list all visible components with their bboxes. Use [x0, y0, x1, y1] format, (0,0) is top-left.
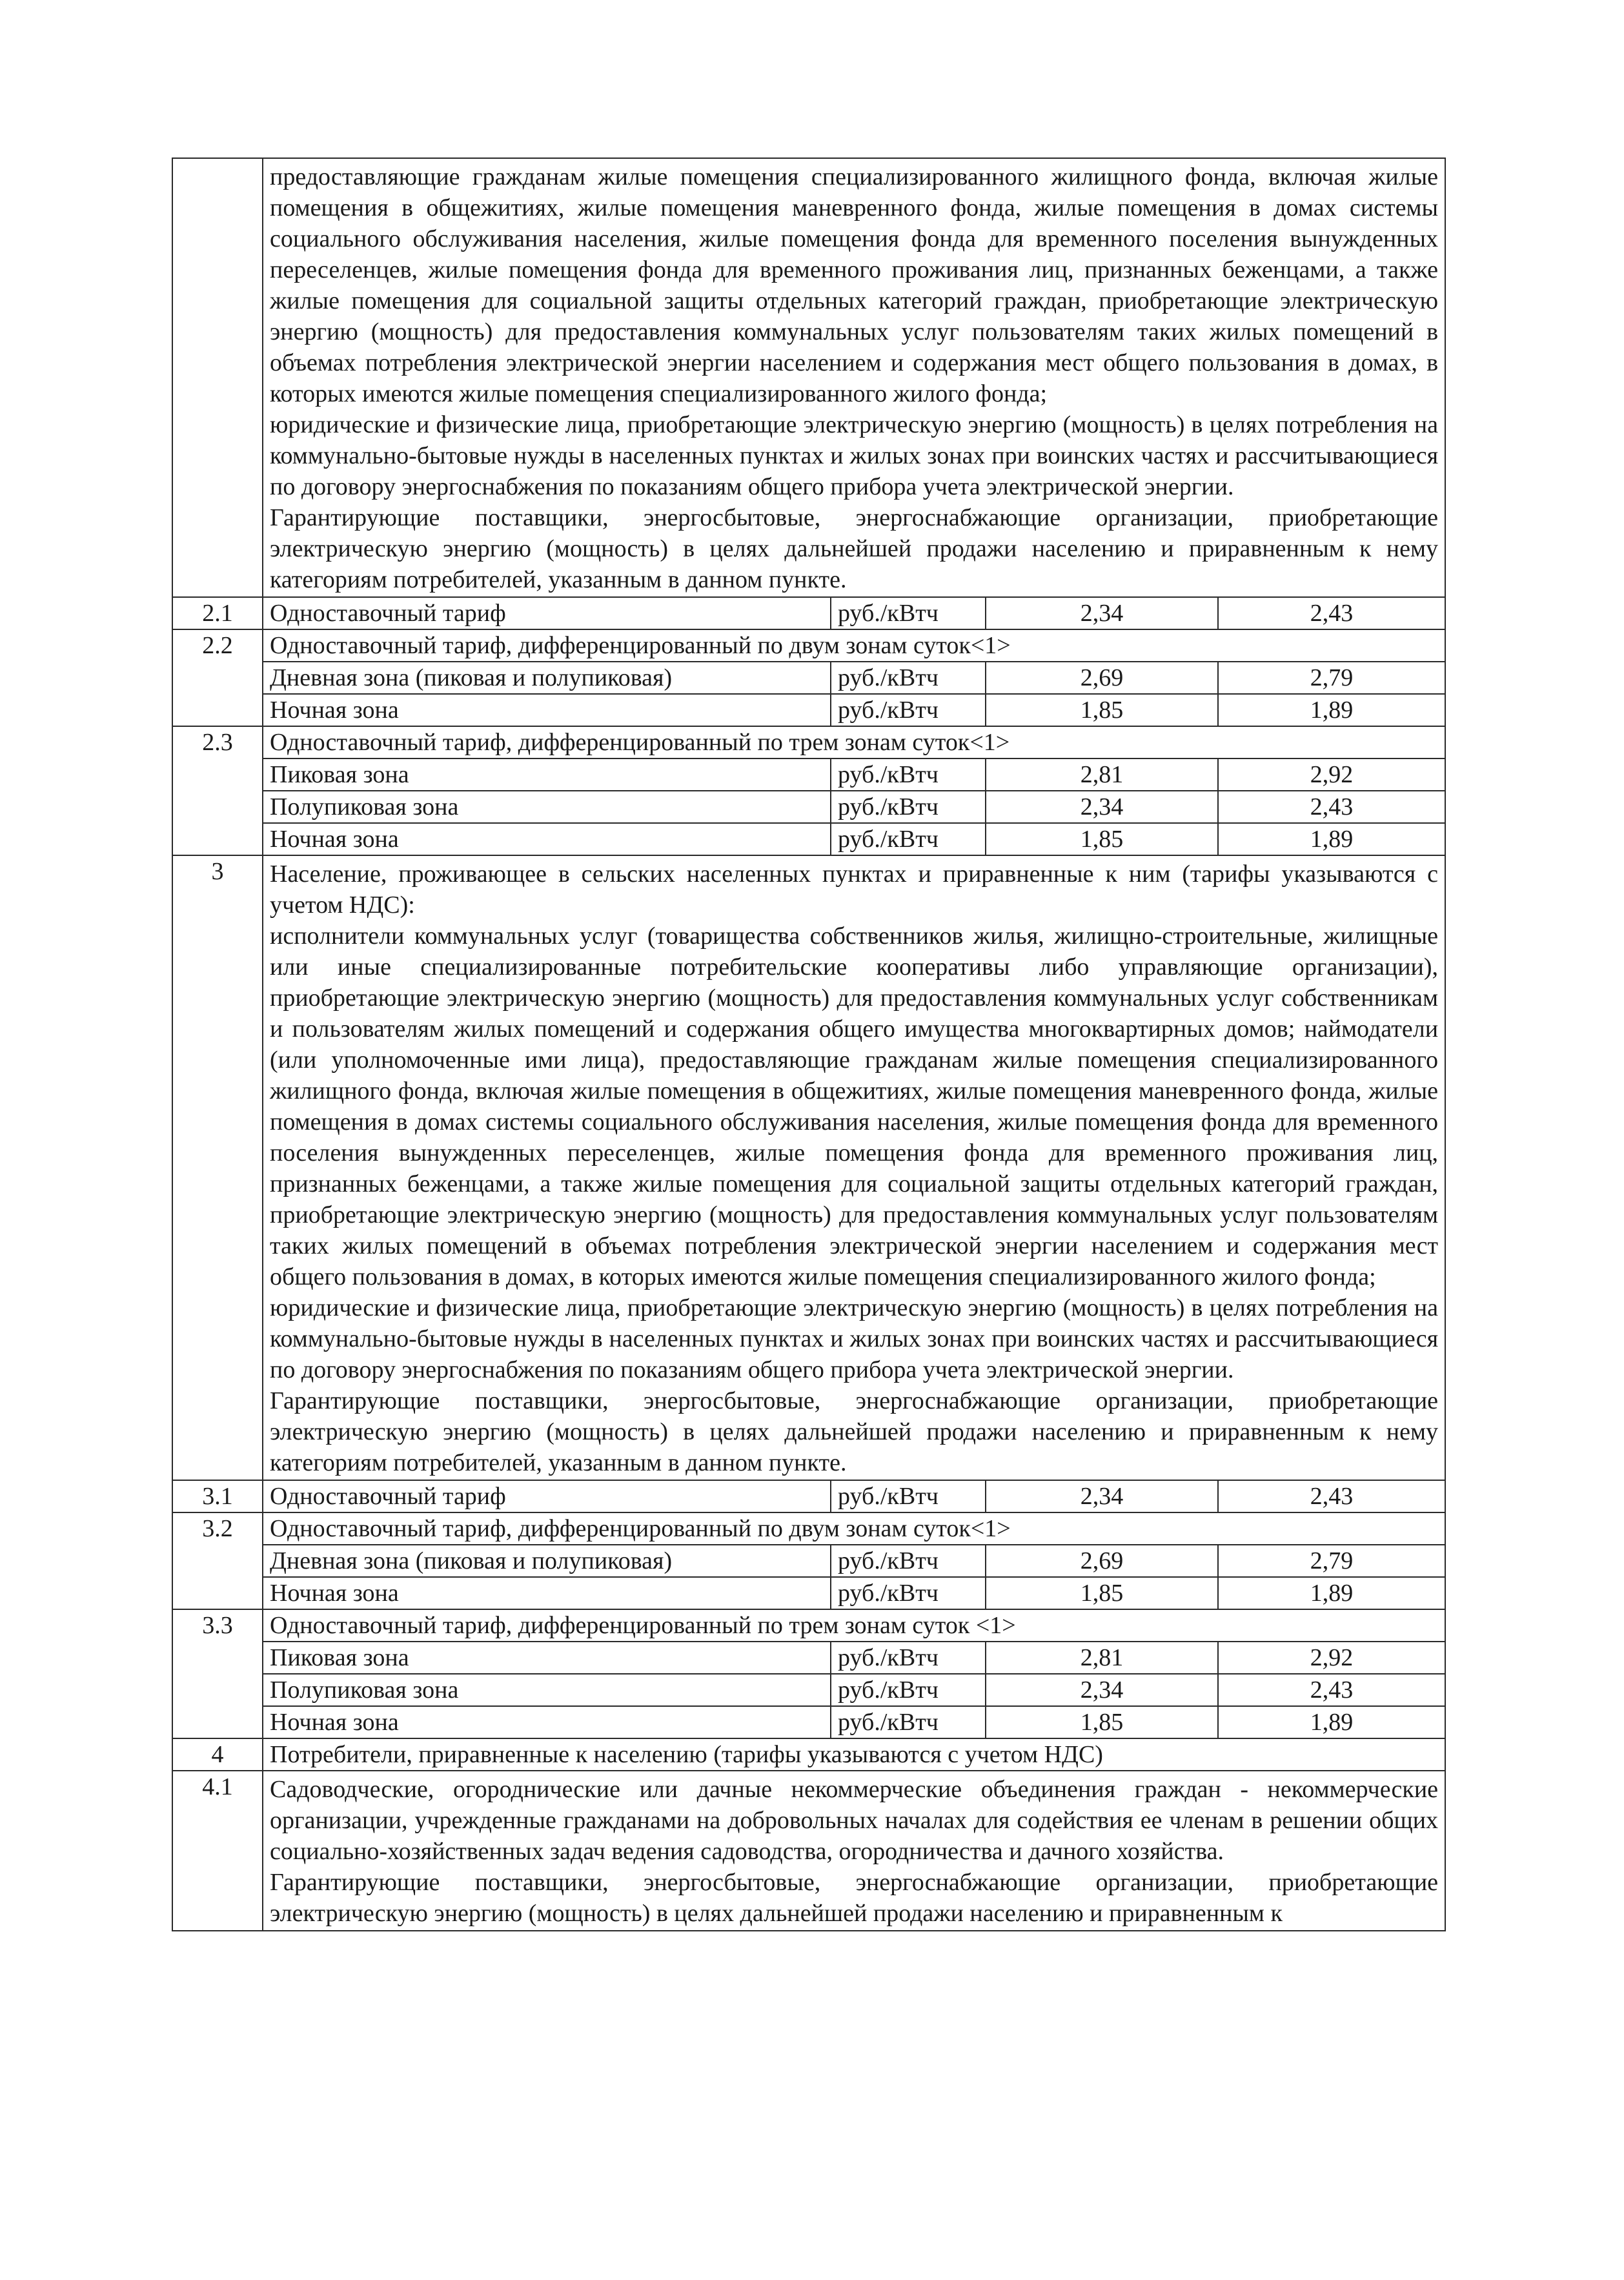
row-number: 2.3 [172, 726, 263, 855]
tariff-value-1: 1,85 [986, 1577, 1218, 1609]
tariff-value-2: 2,43 [1218, 1674, 1445, 1706]
description-cell [263, 855, 1445, 1480]
tariff-unit: руб./кВтч [831, 1480, 986, 1512]
tariff-value-1: 2,34 [986, 1480, 1218, 1512]
tariff-value-1: 1,85 [986, 823, 1218, 855]
section-heading: Одноставочный тариф, дифференцированный по двум зонам суток<1> [263, 629, 1445, 662]
tariff-name: Ночная зона [263, 1706, 831, 1738]
description-cell [263, 158, 1445, 597]
description-paragraph: предоставляющие гражданам жилые помещения специализированного жилищного фонда, включая жилые помещения в общежитиях, жилые помещения маневренного фонда, жилые помещения в домах системы социального обслуживания населения, жилые помещения фонда для временного поселения вынужденных переселенцев, жилые помещения фонда для временного проживания лиц, признанных беженцами, а также жилые помещения для социальной защиты отдельных категорий граждан, приобретающие электрическую энергию (мощность) для предоставления коммунальных услуг пользователям таких жилых помещений в объемах потребления электрической энергии населением и содержания мест общего пользования в домах, в которых имеются жилые помещения специализированного жилого фонда; [270, 163, 1439, 407]
tariff-value-2: 1,89 [1218, 1577, 1445, 1609]
tariff-text-row [172, 855, 1445, 1480]
section-heading: Одноставочный тариф, дифференцированный по трем зонам суток <1> [263, 1609, 1445, 1642]
tariff-table-body [172, 158, 1445, 1931]
tariff-value-2: 1,89 [1218, 1706, 1445, 1738]
description-paragraph: Гарантирующие поставщики, энергосбытовые, энергоснабжающие организации, приобретающие электрическую энергию (мощность) в целях дальнейшей продажи населению и приравненным к нему категориям потребителей, указанным в данном пункте. [270, 504, 1439, 593]
tariff-value-1: 2,81 [986, 758, 1218, 791]
tariff-value-2: 2,79 [1218, 1545, 1445, 1577]
row-number: 3.1 [172, 1480, 263, 1512]
tariff-name: Одноставочный тариф [263, 1480, 831, 1512]
tariff-name: Полупиковая зона [263, 791, 831, 823]
tariff-value-2: 2,92 [1218, 758, 1445, 791]
tariff-unit: руб./кВтч [831, 1706, 986, 1738]
tariff-unit: руб./кВтч [831, 694, 986, 726]
tariff-section-row [172, 1512, 1445, 1545]
tariff-rate-row [172, 1706, 1445, 1738]
tariff-unit: руб./кВтч [831, 662, 986, 694]
tariff-rate-row [172, 791, 1445, 823]
tariff-text-row [172, 1771, 1445, 1931]
tariff-unit: руб./кВтч [831, 1642, 986, 1674]
tariff-rate-row [172, 1545, 1445, 1577]
tariff-name: Полупиковая зона [263, 1674, 831, 1706]
description-cell [263, 1771, 1445, 1931]
tariff-value-2: 2,43 [1218, 791, 1445, 823]
tariff-name: Дневная зона (пиковая и полупиковая) [263, 1545, 831, 1577]
tariff-rate-row [172, 1480, 1445, 1512]
tariff-rate-row [172, 1642, 1445, 1674]
tariff-name: Дневная зона (пиковая и полупиковая) [263, 662, 831, 694]
tariff-value-1: 2,69 [986, 662, 1218, 694]
tariff-value-1: 2,34 [986, 791, 1218, 823]
tariff-name: Пиковая зона [263, 1642, 831, 1674]
row-number: 2.2 [172, 629, 263, 726]
row-number: 2.1 [172, 597, 263, 629]
tariff-value-2: 1,89 [1218, 823, 1445, 855]
tariff-unit: руб./кВтч [831, 1674, 986, 1706]
tariff-unit: руб./кВтч [831, 1577, 986, 1609]
tariff-rate-row [172, 694, 1445, 726]
tariff-value-2: 2,92 [1218, 1642, 1445, 1674]
tariff-name: Ночная зона [263, 1577, 831, 1609]
tariff-unit: руб./кВтч [831, 1545, 986, 1577]
tariff-value-1: 2,34 [986, 597, 1218, 629]
description-paragraph: исполнители коммунальных услуг (товарищества собственников жилья, жилищно-строительные, жилищные или иные специализированные потребительские кооперативы либо управляющие организации), приобретающие электрическую энергию (мощность) для предоставления коммунальных услуг собственникам и пользователям жилых помещений и содержания общего имущества многоквартирных домов; наймодатели (или уполномоченные ими лица), предоставляющие гражданам жилые помещения специализированного жилищного фонда, включая жилые помещения в общежитиях, жилые помещения маневренного фонда, жилые помещения в домах системы социального обслуживания населения, жилые помещения фонда для временного поселения вынужденных переселенцев, жилые помещения фонда для временного проживания лиц, признанных беженцами, а также жилые помещения для социальной защиты отдельных категорий граждан, приобретающие электрическую энергию (мощность) для предоставления коммунальных услуг пользователям таких жилых помещений в объемах потребления электрической энергии населением и содержания мест общего пользования в домах, в которых имеются жилые помещения специализированного жилого фонда; [270, 922, 1439, 1290]
tariff-name: Пиковая зона [263, 758, 831, 791]
tariff-text-row [172, 158, 1445, 597]
tariff-value-1: 2,34 [986, 1674, 1218, 1706]
tariff-unit: руб./кВтч [831, 597, 986, 629]
row-number [172, 158, 263, 597]
tariff-value-1: 1,85 [986, 694, 1218, 726]
tariff-value-2: 2,43 [1218, 597, 1445, 629]
section-heading: Потребители, приравненные к населению (тарифы указываются с учетом НДС) [263, 1738, 1445, 1771]
tariff-rate-row [172, 662, 1445, 694]
tariff-value-2: 1,89 [1218, 694, 1445, 726]
tariff-value-2: 2,79 [1218, 662, 1445, 694]
row-number: 3.3 [172, 1609, 263, 1738]
description-paragraph: юридические и физические лица, приобретающие электрическую энергию (мощность) в целях потребления на коммунально-бытовые нужды в населенных пунктах и жилых зонах при воинских частях и рассчитывающиеся по договору энергоснабжения по показаниям общего прибора учета электрической энергии. [270, 411, 1439, 500]
description-paragraph: юридические и физические лица, приобретающие электрическую энергию (мощность) в целях потребления на коммунально-бытовые нужды в населенных пунктах и жилых зонах при воинских частях и рассчитывающиеся по договору энергоснабжения по показаниям общего прибора учета электрической энергии. [270, 1294, 1439, 1383]
tariff-rate-row [172, 758, 1445, 791]
tariff-value-1: 1,85 [986, 1706, 1218, 1738]
tariff-section-row [172, 629, 1445, 662]
tariff-rate-row [172, 1674, 1445, 1706]
row-number: 4 [172, 1738, 263, 1771]
tariff-name: Одноставочный тариф [263, 597, 831, 629]
tariff-value-2: 2,43 [1218, 1480, 1445, 1512]
description-paragraph: Гарантирующие поставщики, энергосбытовые, энергоснабжающие организации, приобретающие электрическую энергию (мощность) в целях дальнейшей продажи населению и приравненным к [270, 1869, 1439, 1927]
section-heading: Одноставочный тариф, дифференцированный по трем зонам суток<1> [263, 726, 1445, 758]
tariff-unit: руб./кВтч [831, 758, 986, 791]
description-paragraph: Гарантирующие поставщики, энергосбытовые, энергоснабжающие организации, приобретающие электрическую энергию (мощность) в целях дальнейшей продажи населению и приравненным к нему категориям потребителей, указанным в данном пункте. [270, 1387, 1439, 1476]
tariff-unit: руб./кВтч [831, 823, 986, 855]
tariff-unit: руб./кВтч [831, 791, 986, 823]
tariff-section-row [172, 1738, 1445, 1771]
tariff-name: Ночная зона [263, 823, 831, 855]
row-number: 3.2 [172, 1512, 263, 1609]
tariff-value-1: 2,69 [986, 1545, 1218, 1577]
tariff-rate-row [172, 597, 1445, 629]
description-paragraph: Население, проживающее в сельских населенных пунктах и приравненные к ним (тарифы указываются с учетом НДС): [270, 860, 1439, 919]
row-number: 4.1 [172, 1771, 263, 1931]
tariff-table [172, 158, 1446, 1931]
description-paragraph: Садоводческие, огороднические или дачные некоммерческие объединения граждан - некоммерческие организации, учрежденные гражданами на добровольных началах для содействия ее членам в решении общих социально-хозяйственных задач ведения садоводства, огородничества и дачного хозяйства. [270, 1776, 1439, 1865]
tariff-rate-row [172, 823, 1445, 855]
tariff-value-1: 2,81 [986, 1642, 1218, 1674]
tariff-section-row [172, 726, 1445, 758]
section-heading: Одноставочный тариф, дифференцированный по двум зонам суток<1> [263, 1512, 1445, 1545]
tariff-name: Ночная зона [263, 694, 831, 726]
row-number: 3 [172, 855, 263, 1480]
tariff-rate-row [172, 1577, 1445, 1609]
tariff-section-row [172, 1609, 1445, 1642]
